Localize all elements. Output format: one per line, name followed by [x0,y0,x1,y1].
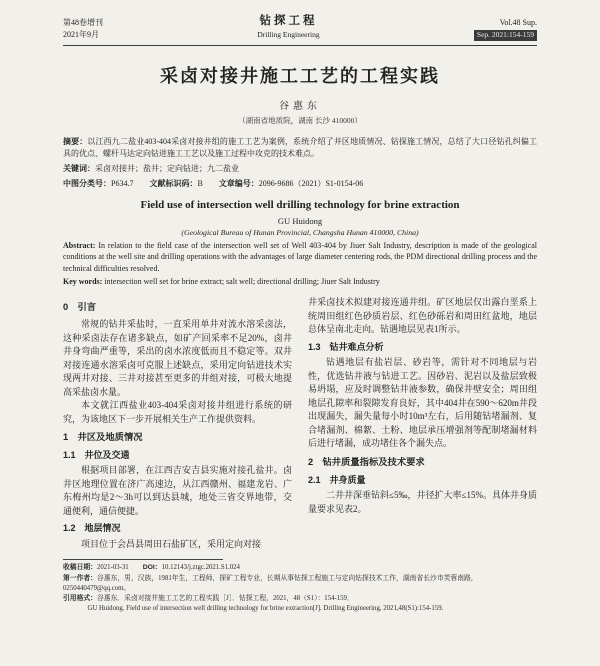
doi-label: DOI： [142,564,162,572]
left-column [63,296,292,551]
keywords-en [63,276,537,288]
section-heading: 1 井区及地质情况 [63,432,143,443]
volume-en: Vol.48 Sup. [499,18,537,28]
abstract-cn [63,136,537,162]
author-name-en: GU Huidong [277,215,323,226]
first-author-note: 谷惠东，男，汉族，1981年生，工程师，探矿工程专业，长期从事钻探工程施工与定向钻探技术工作，湖南省长沙市芙蓉南路，0250440479@qq.com。 [63,574,478,592]
keywords-en-text: intersection well set for brine extract; salt well; directional drilling; Jiuer Salt Industry [104,276,380,286]
subsection-heading: 1.3 钻井难点分析 [308,341,384,352]
received-label: 收稿日期： [63,564,97,572]
volume-cn: 第48卷增刊 [63,18,103,28]
abstract-text: 以江西九二盐业403-404采卤对接井组的施工工艺为案例，系统介绍了井区地质情况、钻探施工情况，总结了大口径钻孔纠偏工具的优点、螺杆马达定向钻进施工工艺以及施工过程中攻克的技术难点。 [63,136,537,159]
footnote-rule [63,559,223,560]
header-volume-block-cn [63,17,103,40]
paragraph: 根据项目部署，在江西吉安吉县实施对接孔盐井。卤井区地理位置在济广高速边，从江西赣州、福建龙岩、广东梅州均是2～3h可以到达县城，地处三省交界地带，交通便利，通信便捷。 [63,465,292,516]
citation-label: 引用格式： [63,595,97,603]
right-column [308,296,537,551]
article-id-label: 文章编号： [218,178,259,188]
clc-label: 中图分类号： [63,178,111,188]
keywords-text: 采卤对接井；盐井；定向钻进；九二盐业 [95,164,239,174]
citation-line-cn [63,594,537,604]
received-value: 2021-03-31 [96,564,129,572]
paragraph: 常规的钻井采盐时，一直采用单井对流水溶采卤法，这种采卤法存在诸多缺点，如矿产回采率不足20%，卤井井身弯曲严重等，采出的卤水浓度低而且不稳定等。双井对接连通水溶采卤可克服上述缺点，采用定向钻进技术实现两井对接、三井对接甚至更多的井组对接，可极大地提高采盐卤水量。 [63,319,292,397]
citation-line-en: GU Huidong. Field use of intersection well drilling technology for brine extraction[J]. Drilling Engineering, 2021,48(S1):154-159. [87,605,444,613]
abstract-en [63,240,537,275]
section-heading: 0 引言 [63,302,97,313]
keywords-label: 关键词： [63,164,95,174]
article-id-value: 2096-9686（2021）S1-0154-06 [258,178,364,188]
section-heading: 2 钻井质量指标及技术要求 [308,456,425,467]
paragraph: 本文就江西盐业403-404采卤对接井组进行系统的研究，为该地区下一步开展相关生产工作提供资料。 [63,400,292,424]
classification-line [63,178,537,191]
journal-title-cn: 钻探工程 [259,15,318,27]
page-content [63,0,537,614]
subsection-heading: 2.1 井身质量 [308,474,366,485]
author-affiliation-en: (Geological Bureau of Hunan Provincial, Changsha Hunan 410000, China) [181,227,419,237]
citation-cn: 谷惠东．采卤对接井施工工艺的工程实践［J］．钻探工程，2021，48（S1）：154-159． [96,595,354,603]
keywords-cn [63,163,537,176]
clc-value: P634.7 [111,178,134,188]
keywords-en-label: Key words: [63,276,103,286]
first-author-label: 第一作者： [63,574,97,582]
header-journal-name [257,13,319,41]
author-name: 谷惠东 [279,100,321,112]
date-cn: 2021年9月 [63,29,99,39]
paragraph-continuation: 井采卤技术拟建对接连通井组。矿区地层仅出露白垩系上统周田组红色砂质岩层、红色砂砾岩和周田红盆地，地层总体呈南北走向。钻遇地层见表1所示。 [308,297,537,335]
body-columns [63,296,537,551]
doccode-label: 文献标识码： [149,178,198,188]
doi-value: 10.12143/j.ztgc.2021.S1.024 [161,564,240,572]
journal-title-en: Drilling Engineering [257,29,320,39]
doccode-value: B [197,178,203,188]
header-volume-block-en [474,17,537,40]
received-doi-line [63,563,537,573]
article-title-en: Field use of intersection well drilling technology for brine extraction [140,198,460,211]
subsection-heading: 1.1 井位及交通 [63,449,130,460]
abstract-en-text: In relation to the field case of the intersection well set of Well 403-404 by Jiuer Salt Industry, description is made of the geological conditions at the well site and drilling operations with the advantages of large diameter centering rods, the PDM directional drilling process and the technical difficulties resolved. [63,240,538,273]
footnote-block [63,559,537,614]
author-affiliation: （湖南省地质院，湖南 长沙 410000） [238,115,362,125]
journal-header [63,13,537,46]
first-author-line [63,574,537,594]
abstract-label: 摘要： [63,136,88,146]
paragraph: 钻遇地层有盐岩层、砂岩等，需针对不同地层与岩性，优选钻井液与钻进工艺。因砂岩、泥岩以及盐层致极易坍塌，应及时调整钻井液参数，确保井壁安全；周田组地层孔隙率和裂隙发育良好，其中404井在590～620m井段出现漏失，漏失量每小时10m³左右，后用随钻堵漏剂、复合堵漏剂、棉絮、土粉、地层承压增强剂等配制堵漏材料后进行堵漏，成功堵住各个漏失点。 [308,357,537,449]
abstract-en-label: Abstract: [63,240,96,250]
subsection-heading: 1.2 地层情况 [63,523,121,534]
article-title: 采卤对接井施工工艺的工程实践 [160,65,440,86]
issue-pages-badge: Sep. 2021:154-159 [474,30,537,41]
paragraph: 项目位于会昌县周田石盐矿区，采用定向对接 [81,538,262,549]
paragraph: 二井井深垂钻斜≤5‰，井径扩大率≤15%。具体井身质量要求见表2。 [308,490,537,514]
